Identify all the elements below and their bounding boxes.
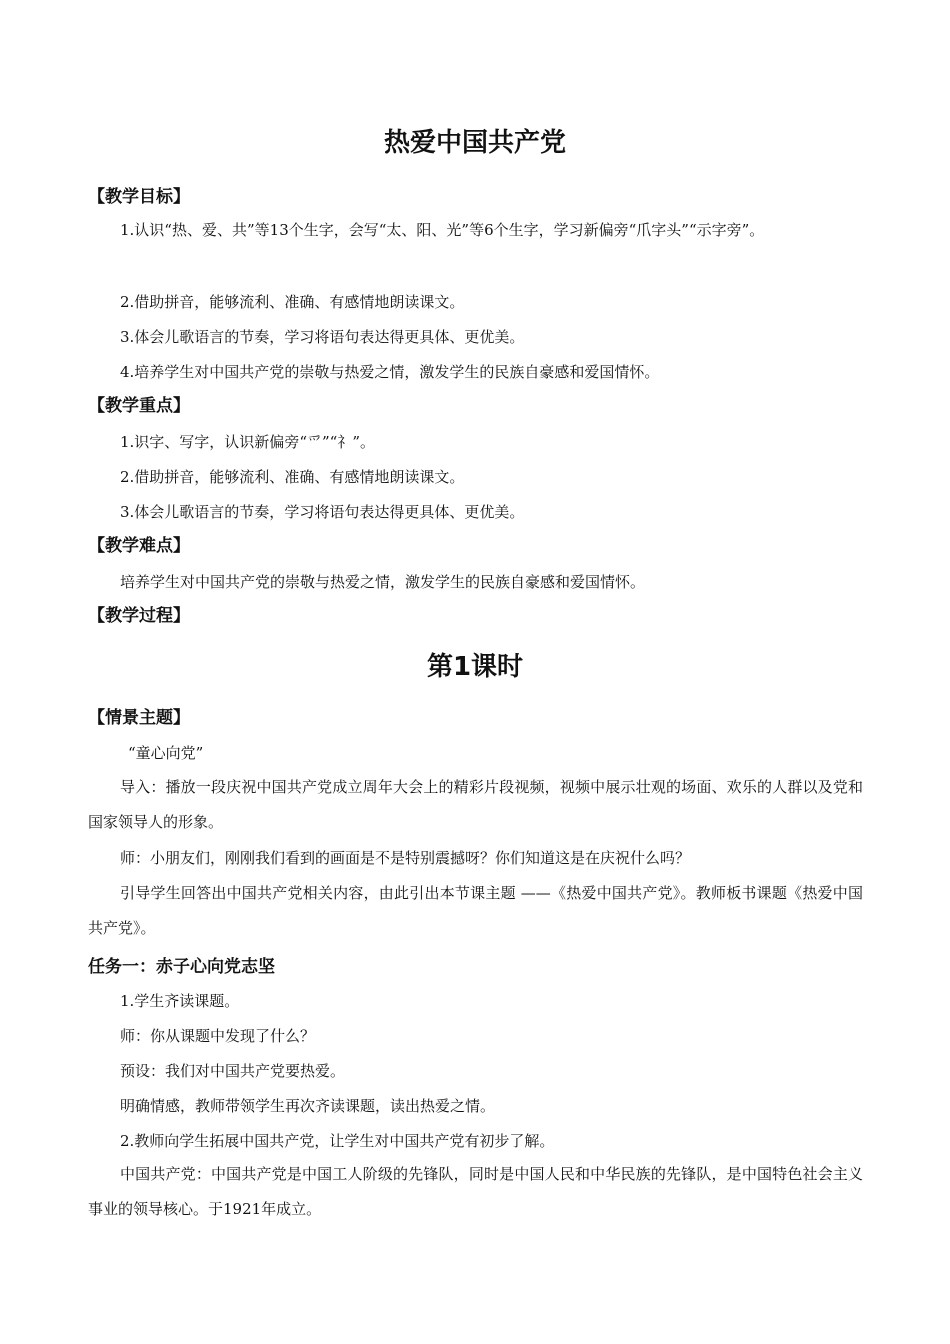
task1-item-4: 明确情感，教师带领学生再次齐读课题，读出热爱之情。 (120, 1097, 496, 1115)
objective-item-3: 3.体会儿歌语言的节奏，学习将语句表达得更具体、更优美。 (120, 328, 525, 346)
objectives-heading: 【教学目标】 (88, 187, 190, 207)
scenario-paragraph-2: 师：小朋友们，刚刚我们看到的画面是不是特别震撼呀？你们知道这是在庆祝什么吗？ (120, 849, 691, 867)
difficulties-heading: 【教学难点】 (88, 536, 190, 556)
scenario-heading: 【情景主题】 (88, 708, 190, 728)
key-points-heading: 【教学重点】 (88, 396, 190, 416)
objective-item-2: 2.借助拼音，能够流利、准确、有感情地朗读课文。 (120, 293, 465, 311)
scenario-theme: “童心向党” (128, 744, 204, 762)
process-heading: 【教学过程】 (88, 606, 190, 626)
document-title: 热爱中国共产党 (383, 128, 566, 158)
key-point-item-1: 1.识字、写字，认识新偏旁“爫”“礻”。 (120, 433, 375, 451)
scenario-paragraph-1: 导入：播放一段庆祝中国共产党成立周年大会上的精彩片段视频，视频中展示壮观的场面、欢乐的人群以及党和国家领导人的形象。 (88, 778, 863, 831)
objective-item-1: 1.认识“热、爱、共”等13个生字，会写“太、阳、光”等6个生字，学习新偏旁“爪字头”“示字旁”。 (120, 221, 765, 239)
task1-item-1: 1.学生齐读课题。 (120, 992, 240, 1010)
scenario-paragraph-3: 引导学生回答出中国共产党相关内容，由此引出本节课主题 ——《热爱中国共产党》。教师板书课题《热爱中国共产党》。 (88, 884, 863, 937)
lesson-title: 第1课时 (426, 652, 524, 682)
task1-item-3: 预设：我们对中国共产党要热爱。 (120, 1062, 346, 1080)
task1-item-2: 师：你从课题中发现了什么？ (120, 1027, 316, 1045)
task1-item-5: 2.教师向学生拓展中国共产党，让学生对中国共产党有初步了解。 (120, 1132, 555, 1150)
key-point-item-3: 3.体会儿歌语言的节奏，学习将语句表达得更具体、更优美。 (120, 503, 525, 521)
objective-item-4: 4.培养学生对中国共产党的崇敬与热爱之情，激发学生的民族自豪感和爱国情怀。 (120, 363, 660, 381)
difficulty-item-1: 培养学生对中国共产党的崇敬与热爱之情，激发学生的民族自豪感和爱国情怀。 (120, 573, 646, 591)
key-point-item-2: 2.借助拼音，能够流利、准确、有感情地朗读课文。 (120, 468, 465, 486)
task1-item-6: 中国共产党：中国共产党是中国工人阶级的先锋队，同时是中国人民和中华民族的先锋队，是中国特色社会主义事业的领导核心。于1921年成立。 (88, 1165, 863, 1218)
task1-heading: 任务一：赤子心向党志坚 (88, 957, 275, 977)
